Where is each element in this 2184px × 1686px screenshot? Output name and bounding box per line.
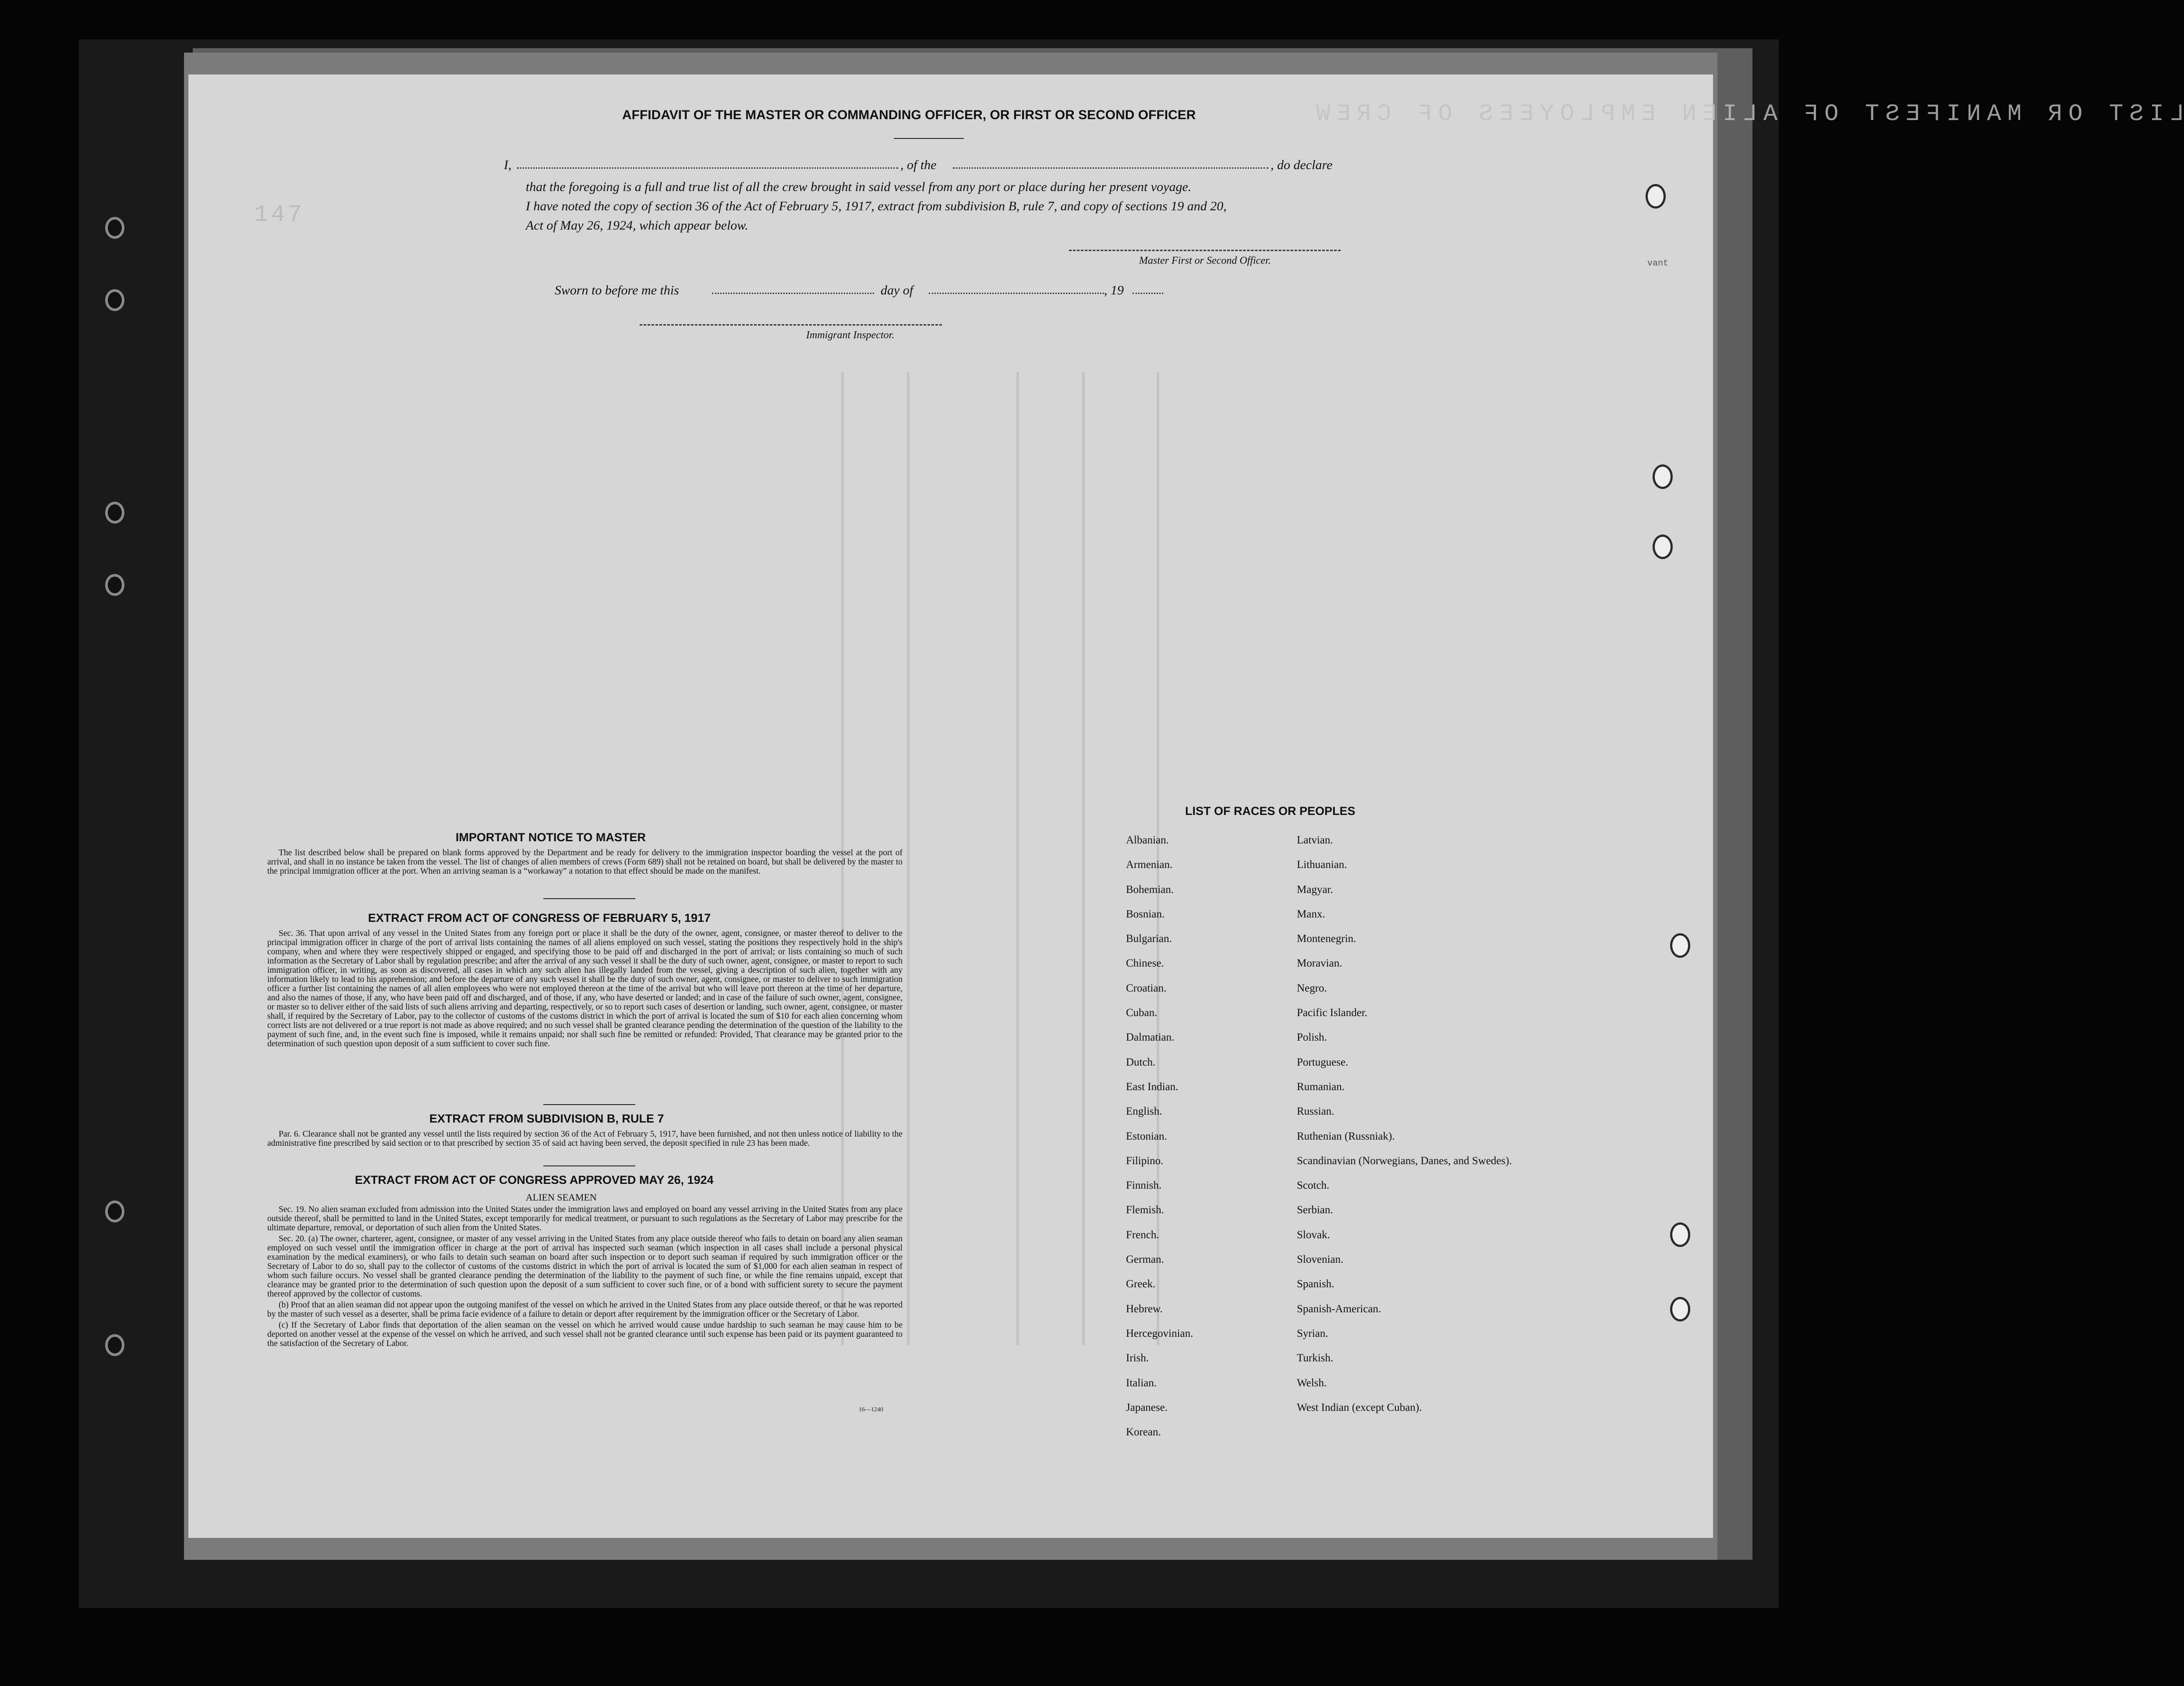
extract-1917-title: EXTRACT FROM ACT OF CONGRESS OF FEBRUARY 5, 1917 xyxy=(368,911,711,924)
rule7-title: EXTRACT FROM SUBDIVISION B, RULE 7 xyxy=(429,1112,664,1125)
race-item: Welsh. xyxy=(1297,1377,1327,1389)
year-prefix: , 19 xyxy=(1104,283,1124,298)
race-item: Spanish-American. xyxy=(1297,1303,1381,1315)
race-item: Bulgarian. xyxy=(1126,933,1172,945)
race-item: West Indian (except Cuban). xyxy=(1297,1401,1422,1413)
extract-1917-rule xyxy=(543,1104,635,1105)
race-item: Latvian. xyxy=(1297,834,1333,846)
race-item: Montenegrin. xyxy=(1297,933,1356,945)
document-page xyxy=(188,74,2184,1538)
race-item: Chinese. xyxy=(1126,957,1164,970)
binder-ring xyxy=(1670,933,1690,958)
race-item: Armenian. xyxy=(1126,859,1173,871)
title-rule xyxy=(894,138,964,139)
race-item: Korean. xyxy=(1126,1426,1161,1438)
bleed-column-line xyxy=(907,372,910,1345)
race-item: Turkish. xyxy=(1297,1352,1334,1364)
sec20c-text: (c) If the Secretary of Labor finds that deportation of the alien seaman on the vessel on which he arrived would cause undue hardship to such seaman he may cause him to be deported on another vessel at the expense of the vessel on which he arrived, and such vessel shall not be granted clearance until such expense has been paid or its payment guaranteed to the satisfaction of the Secretary of Labor. xyxy=(267,1321,903,1348)
race-item: Bosnian. xyxy=(1126,908,1165,920)
form-number: 16—1240 xyxy=(859,1406,883,1413)
sworn-month-blank[interactable] xyxy=(929,293,1104,294)
punch-hole xyxy=(105,217,124,239)
affidavit-title: AFFIDAVIT OF THE MASTER OR COMMANDING OFFICER, OR FIRST OR SECOND OFFICER xyxy=(622,108,1196,122)
sec20b-text: (b) Proof that an alien seaman did not appear upon the outgoing manifest of the vessel on which he arrived in the United States from any place outside thereof, or that he was reported by the master of such vessel as a deserter, shall be prima facie evidence of a failure to detain or deport after requirement by the immigration officer or the Secretary of Labor. xyxy=(267,1300,903,1319)
affidavit-line1-mid: , of the xyxy=(900,158,937,172)
race-item: Scotch. xyxy=(1297,1179,1330,1192)
race-item: Portuguese. xyxy=(1297,1056,1349,1068)
race-item: Slovak. xyxy=(1297,1229,1330,1241)
race-item: Bohemian. xyxy=(1126,883,1174,896)
inspector-signature-blank[interactable] xyxy=(640,324,942,326)
vessel-blank[interactable] xyxy=(953,167,1268,169)
bleed-header: LIST OR MANIFEST OF ALIEN EMPLOYEES OF CREW xyxy=(1310,101,2184,128)
race-item: Estonian. xyxy=(1126,1130,1167,1142)
race-item: Greek. xyxy=(1126,1278,1156,1290)
name-blank[interactable] xyxy=(517,167,898,169)
affidavit-line2: that the foregoing is a full and true list of all the crew brought in said vessel from any port or place during her present voyage. xyxy=(526,180,1192,194)
binder-ring xyxy=(1646,184,1666,209)
race-item: Ruthenian (Russniak). xyxy=(1297,1130,1395,1142)
binder-ring xyxy=(1670,1297,1690,1321)
race-item: Flemish. xyxy=(1126,1204,1164,1216)
edge-text: vant xyxy=(1647,259,1669,269)
master-signature-label: Master First or Second Officer. xyxy=(1139,255,1271,266)
race-item: Syrian. xyxy=(1297,1327,1328,1339)
master-signature-blank[interactable] xyxy=(1069,250,1341,251)
race-item: Serbian. xyxy=(1297,1204,1333,1216)
punch-hole xyxy=(105,1201,124,1222)
sworn-day-blank[interactable] xyxy=(712,293,874,294)
race-item: Scandinavian (Norwegians, Danes, and Swedes). xyxy=(1297,1155,1512,1167)
sworn-year-blank[interactable] xyxy=(1133,293,1163,294)
race-item: Russian. xyxy=(1297,1105,1334,1118)
binder-ring xyxy=(1653,464,1673,489)
punch-hole xyxy=(105,574,124,596)
rule7-text: Par. 6. Clearance shall not be granted any vessel until the lists required by section 36 of the Act of February 5, 1917, have been furnished, and not then unless notice of liability to the administrative fine prescribed by said section or to that prescribed by section 35 of said act having been served, the deposit specified in rule 23 has been made. xyxy=(267,1130,903,1148)
race-item: Dutch. xyxy=(1126,1056,1156,1068)
punch-hole xyxy=(105,502,124,524)
race-item: East Indian. xyxy=(1126,1080,1179,1093)
race-item: Spanish. xyxy=(1297,1278,1334,1290)
binder-ring xyxy=(1670,1222,1690,1247)
race-item: Finnish. xyxy=(1126,1179,1162,1192)
bleed-margin-number: 147 xyxy=(254,202,305,228)
race-item: Pacific Islander. xyxy=(1297,1007,1368,1019)
races-right-column xyxy=(1297,828,1512,1420)
race-item: Moravian. xyxy=(1297,957,1342,970)
punch-hole xyxy=(105,1334,124,1356)
inspector-label: Immigrant Inspector. xyxy=(806,329,895,341)
punch-hole xyxy=(105,289,124,311)
affidavit-line1-end: , do declare xyxy=(1271,158,1333,172)
race-item: Magyar. xyxy=(1297,883,1333,896)
binder-ring xyxy=(1653,535,1673,559)
race-item: Albanian. xyxy=(1126,834,1169,846)
races-title: LIST OF RACES OR PEOPLES xyxy=(1185,804,1356,818)
race-item: Hercegovinian. xyxy=(1126,1327,1193,1339)
extract-1917-text: Sec. 36. That upon arrival of any vessel in the United States from any foreign port or place it shall be the duty of the owner, agent, consignee, or master thereof to deliver to the principal immigration officer in charge of the port of arrival lists containing the names of all aliens employed on such vessel, stating the positions they respectively hold in the ship's company, when and where they were respectively shipped or engaged, and specifying those to be paid off and discharged in the port of arrival; or lists containing so much of such information as the Secretary of Labor shall by regulation prescribe; and after the arrival of any such vessel it shall be the duty of such owner, agent, consignee, or master to report to such immigration officer, in writing, as soon as discovered, all cases in which any such alien has illegally landed from the vessel, giving a description of such alien, together with any information likely to lead to his apprehension; and before the departure of any such vessel it shall be the duty of such owner, agent, consignee, or master to deliver to such immigration officer a further list containing the names of all alien employees who were not employed thereon at the time of the arrival but who will leave port thereon at the time of her departure, and also the names of those, if any, who have been paid off and discharged, and of those, if any, who have deserted or landed; and in case of the failure of such owner, agent, consignee, or master so to deliver either of the said lists of such aliens arriving and departing, respectively, or so to report such cases of desertion or landing, such owner, agent, consignee, or master shall, if required by the Secretary of Labor, pay to the collector of customs of the customs district in which the port of arrival is located the sum of $10 for each alien concerning whom correct lists are not delivered or a true report is not made as above required; and no such vessel shall be granted clearance pending the determination of the question of the liability to the payment of such fine, and, in the event such fine is imposed, while it remains unpaid; nor shall such fine be remitted or refunded: Provided, That clearance may be granted prior to the determination of such question upon deposit of a sum sufficient to cover such fine. xyxy=(267,929,903,1048)
day-of-label: day of xyxy=(881,283,913,298)
race-item: Polish. xyxy=(1297,1031,1327,1044)
notice-text: The list described below shall be prepared on blank forms approved by the Department and be ready for delivery to the immigration inspector boarding the vessel at the port of arrival, and shall in no instance be taken from the vessel. The list of changes of alien members of crews (Form 689) shall not be retained on board, but shall be delivered by the master to the principal immigration officer at the port. When an arriving seaman is a “workaway” a notation to that effect should be made on the manifest. xyxy=(267,848,903,876)
race-item: Hebrew. xyxy=(1126,1303,1163,1315)
sec19-text: Sec. 19. No alien seaman excluded from admission into the United States under the immigration laws and employed on board any vessel arriving in the United States from any place outside thereof, shall be permitted to land in the United States, except temporarily for medical treatment, or pursuant to such regulations as the Secretary of Labor may prescribe for the ultimate departure, removal, or deportation of such alien from the United States. xyxy=(267,1205,903,1233)
race-item: Manx. xyxy=(1297,908,1325,920)
bleed-column-line xyxy=(1082,372,1085,1345)
race-item: Filipino. xyxy=(1126,1155,1164,1167)
race-item: Croatian. xyxy=(1126,982,1167,994)
rule7-rule xyxy=(543,1165,635,1166)
notice-title: IMPORTANT NOTICE TO MASTER xyxy=(456,831,646,844)
race-item: Negro. xyxy=(1297,982,1327,994)
affidavit-line4: Act of May 26, 1924, which appear below. xyxy=(526,218,748,233)
sec20a-text: Sec. 20. (a) The owner, charterer, agent, consignee, or master of any vessel arriving in the United States from any place outside thereof who fails to detain on board any alien seaman employed on such vessel until the immigration officer in charge at the port of arrival has inspected such seaman (which inspection in all cases shall include a personal physical examination by the medical examiners), or who fails to detain such seaman on board after such inspection or to deport such seaman if required by such immigration officer or the Secretary of Labor to do so, shall pay to the collector of customs of the customs district in which the port of arrival is located the sum of $1,000 for each alien seaman in respect of whom such failure occurs. No vessel shall be granted clearance pending the determination of the liability to the payment of such fine, or while the fine remains unpaid, except that clearance may be granted prior to the determination of such question upon the deposit of a sum sufficient to cover such fine, or of a bond with sufficient surety to secure the payment thereof approved by the collector of customs. xyxy=(267,1234,903,1299)
race-item: Irish. xyxy=(1126,1352,1149,1364)
race-item: English. xyxy=(1126,1105,1162,1118)
race-item: Slovenian. xyxy=(1297,1254,1344,1266)
alien-seamen-subtitle: ALIEN SEAMEN xyxy=(526,1192,597,1203)
race-item: Italian. xyxy=(1126,1377,1157,1389)
affidavit-line1-start: I, xyxy=(504,158,512,172)
races-left-column xyxy=(1126,828,1193,1445)
sworn-label: Sworn to before me this xyxy=(555,283,679,298)
race-item: French. xyxy=(1126,1229,1159,1241)
race-item: Cuban. xyxy=(1126,1007,1157,1019)
bleed-column-line xyxy=(1016,372,1019,1345)
race-item: Lithuanian. xyxy=(1297,859,1347,871)
race-item: Dalmatian. xyxy=(1126,1031,1175,1044)
race-item: Japanese. xyxy=(1126,1401,1168,1413)
extract-1924-title: EXTRACT FROM ACT OF CONGRESS APPROVED MAY 26, 1924 xyxy=(355,1173,714,1187)
notice-rule xyxy=(543,898,635,899)
race-item: Rumanian. xyxy=(1297,1080,1345,1093)
extract-1924-text xyxy=(267,1205,903,1350)
race-item: German. xyxy=(1126,1254,1164,1266)
affidavit-line3: I have noted the copy of section 36 of the Act of February 5, 1917, extract from subdivision B, rule 7, and copy of sections 19 and 20, xyxy=(526,199,1227,213)
